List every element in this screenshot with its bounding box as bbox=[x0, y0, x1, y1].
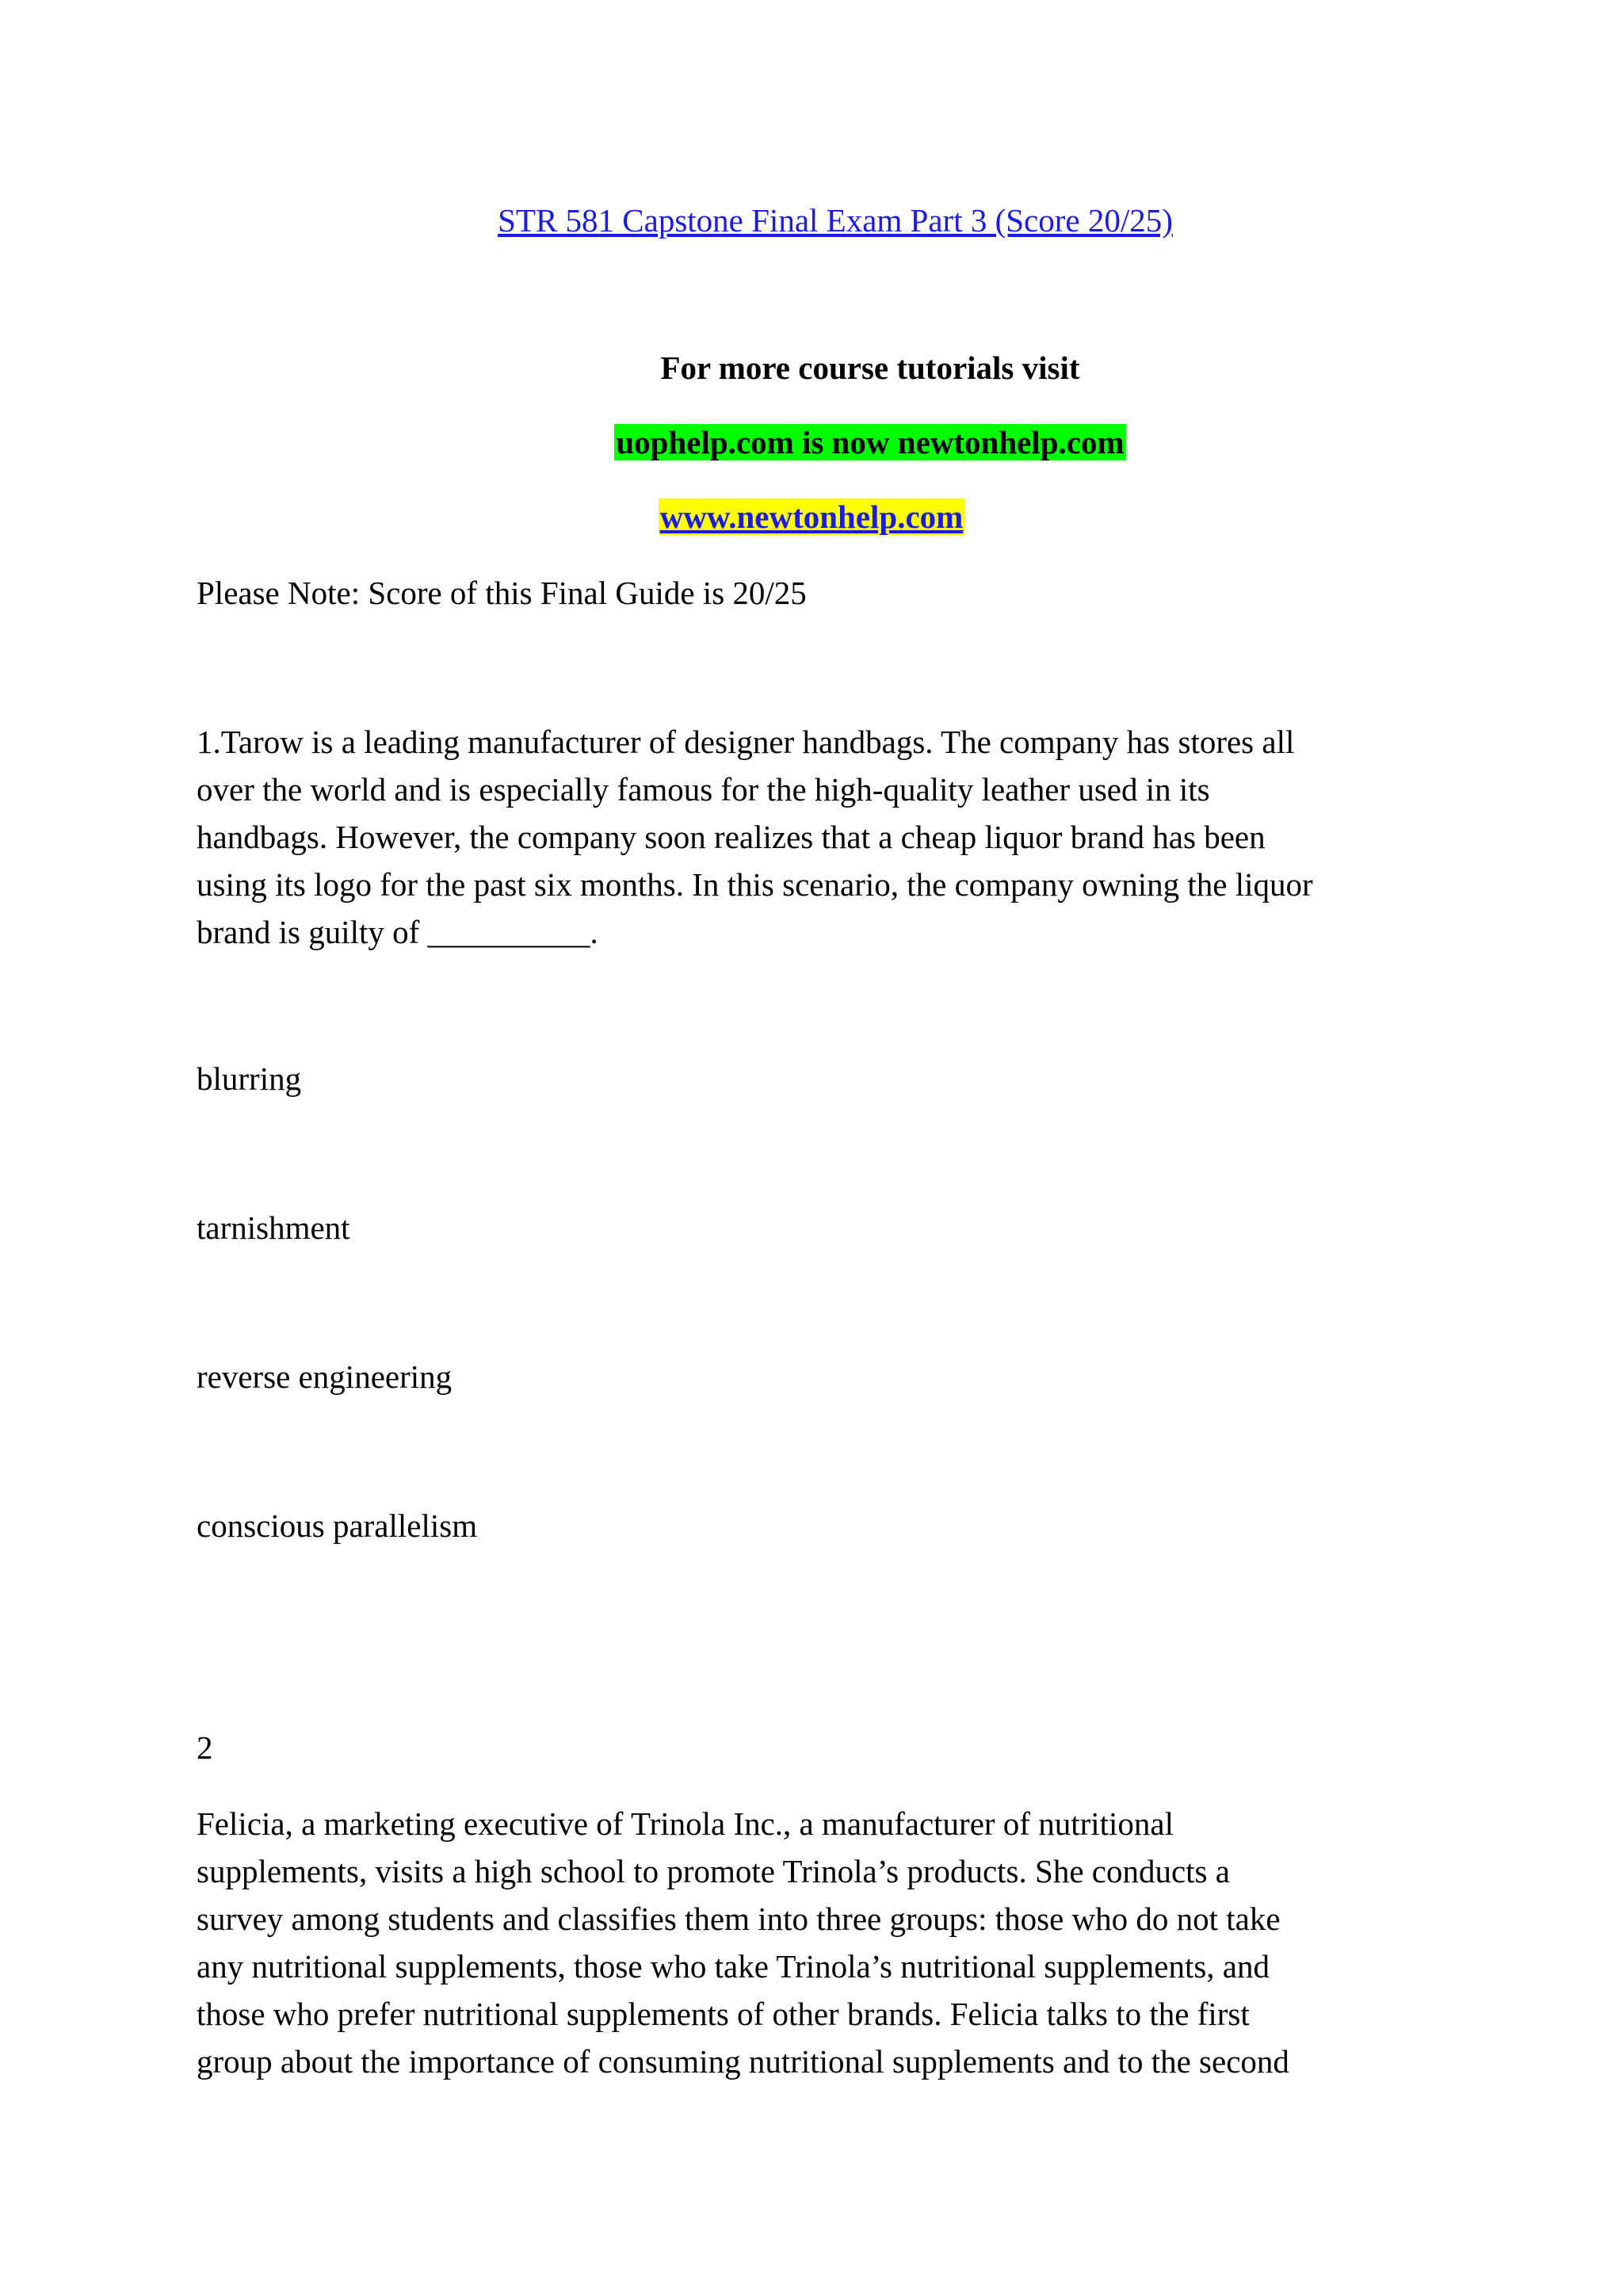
question-line: any nutritional supplements, those who take Trinola’s nutritional supplements, and bbox=[197, 1948, 1270, 1985]
question-line: 1.Tarow is a leading manufacturer of designer handbags. The company has stores all bbox=[197, 724, 1295, 760]
answer-option-3: reverse engineering bbox=[197, 1358, 453, 1395]
question-line: using its logo for the past six months. In this scenario, the company owning the liquor bbox=[197, 866, 1313, 903]
promo-domain-change bbox=[0, 418, 1623, 466]
question-line: group about the importance of consuming nutritional supplements and to the second bbox=[197, 2043, 1289, 2080]
promo-website bbox=[0, 493, 1623, 541]
question-line: supplements, visits a high school to promote Trinola’s products. She conducts a bbox=[197, 1853, 1230, 1889]
answer-option-4: conscious parallelism bbox=[197, 1507, 478, 1544]
promo-line-2: uophelp.com is now newtonhelp.com bbox=[616, 424, 1125, 460]
website-link[interactable]: www.newtonhelp.com bbox=[659, 499, 964, 535]
question-1-text bbox=[197, 718, 1433, 956]
question-line: those who prefer nutritional supplements of other brands. Felicia talks to the first bbox=[197, 1996, 1250, 2032]
question-line: handbags. However, the company soon realizes that a cheap liquor brand has been bbox=[197, 819, 1266, 855]
question-2-text bbox=[197, 1800, 1433, 2085]
answer-option-2: tarnishment bbox=[197, 1209, 350, 1246]
question-2-number: 2 bbox=[197, 1729, 213, 1766]
question-line: survey among students and classifies them into three groups: those who do not take bbox=[197, 1901, 1281, 1937]
promo-website-highlight bbox=[659, 499, 965, 535]
question-line: Felicia, a marketing executive of Trinola Inc., a manufacturer of nutritional bbox=[197, 1805, 1174, 1842]
title-link[interactable]: STR 581 Capstone Final Exam Part 3 (Score 20/25) bbox=[498, 202, 1173, 239]
question-line: brand is guilty of __________. bbox=[197, 914, 598, 950]
document-title bbox=[0, 197, 1623, 244]
question-line: over the world and is especially famous for the high-quality leather used in its bbox=[197, 771, 1210, 808]
answer-option-1: blurring bbox=[197, 1060, 302, 1097]
promo-line-1: For more course tutorials visit bbox=[660, 350, 1080, 386]
score-note: Please Note: Score of this Final Guide is 20/25 bbox=[197, 575, 807, 611]
promo-heading bbox=[0, 344, 1623, 392]
